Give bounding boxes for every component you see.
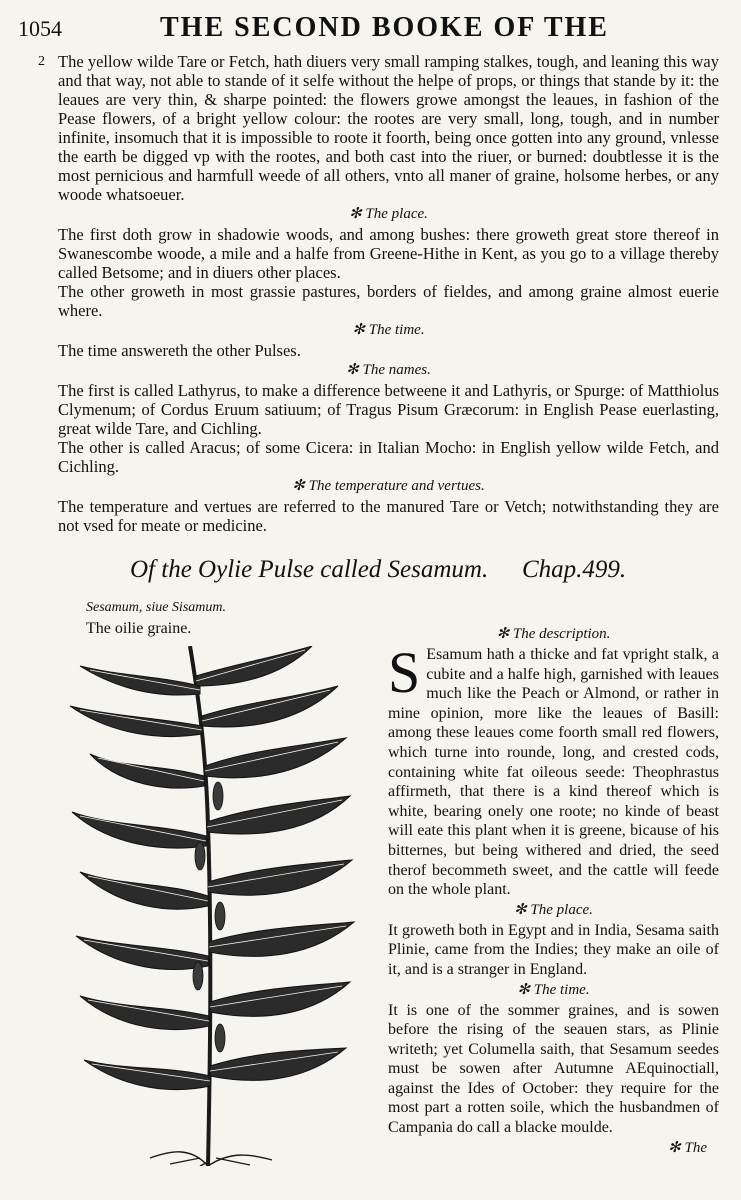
- place-heading: ✻ The place.: [349, 206, 428, 222]
- time-heading-2: ✻ The time.: [517, 981, 590, 998]
- entry-number: 2: [38, 54, 45, 69]
- names-paragraph-2: The other is called Aracus; of some Cicera: in Italian Mocho: in English yellow wilde Fetch, and Cichling.: [58, 438, 719, 476]
- sesamum-plant-woodcut: [50, 646, 370, 1166]
- place-paragraph-3: It groweth both in Egypt and in India, Sesama saith Plinie, came from the Indies; they make an oile of it, and is a stranger in England.: [388, 921, 719, 978]
- page-number: 1054: [18, 16, 62, 41]
- place-paragraph-1: The first doth grow in shadowie woods, and among bushes: there groweth great store thereof in Swanescombe woode, a mile and a halfe from Greene-Hithe in Kent, as you go to a village thereby called Betsome; and in diuers other places.: [58, 225, 719, 282]
- page-header: [0, 10, 741, 50]
- description-paragraph: [388, 640, 719, 900]
- description-column: [388, 624, 719, 1138]
- time-paragraph-2: It is one of the sommer graines, and is sowen before the rising of the seauen stars, as Plinie writeth; yet Columella saith, that Sesamum seedes must be sowen after Autumne AEquinoctiall, against the Ides of October: they require for the most part a rotten soile, which the husbandmen of Campania do call a blacke moulde.: [388, 1001, 719, 1137]
- place-paragraph-2: The other groweth in most grassie pastures, borders of fieldes, and among graine almost euerie where.: [58, 282, 719, 320]
- chapter-number: Chap.499.: [522, 556, 627, 583]
- time-paragraph: The time answereth the other Pulses.: [58, 341, 301, 360]
- upper-text-block: [38, 52, 719, 535]
- temperature-heading: ✻ The temperature and vertues.: [292, 478, 485, 494]
- names-heading: ✻ The names.: [346, 362, 431, 378]
- temperature-paragraph: The temperature and vertues are referred to the manured Tare or Vetch; notwithstanding they are not vsed for meate or medicine.: [58, 497, 719, 535]
- figure-english-caption: The oilie graine.: [86, 620, 192, 637]
- place-heading-2: ✻ The place.: [514, 901, 593, 918]
- time-heading: ✻ The time.: [352, 322, 425, 338]
- description-heading: ✻ The description.: [496, 626, 611, 642]
- entry-2-paragraph: [38, 52, 719, 204]
- running-head: THE SECOND BOOKE OF THE: [160, 12, 609, 43]
- figure-latin-caption: Sesamum, siue Sisamum.: [86, 600, 226, 615]
- drop-capital: S: [388, 640, 421, 705]
- description-text: Esamum hath a thicke and fat vpright stalk, a cubite and a halfe high, garnished with leaues much like the Peach or Almond, or rather in mine opinion, more like the leaues of Basill: among these leaues come foorth small red flowers, which turne into rounde, long, and crested cods, containing white fat oileous seede: Theophrastus affirmeth, that there is a kind thereof which is white, bearing onely one roote; no kinde of beast will eate this plant when it is greene, bicause of his bitternes, but being withered and dried, the seed therof becommeth sweet, and the cattle will feede on the whole plant.: [388, 646, 719, 899]
- chapter-title: Of the Oylie Pulse called Sesamum.: [130, 556, 489, 583]
- entry-2-text: The yellow wilde Tare or Fetch, hath diuers very small ramping stalkes, tough, and leaning this way and that way, not able to stande of it selfe without the helpe of props, or things that stande by it: the leaues are very thin, & sharpe pointed: the flowers growe amongst the leaues, in fashion of the Pease flowers, of a bright yellow colour: the rootes are very small, long, tough, and in number infinite, insomuch that it is impossible to roote it foorth, being once gotten into any ground, vnlesse the earth be digged vp with the rootes, and both cast into the riuer, or burned: doubtlesse it is the most pernicious and harmfull weede of all others, vnto all maner of graine, holsome herbes, or any woode whatsoeuer.: [58, 52, 719, 204]
- catchword: ✻ The: [668, 1140, 707, 1156]
- names-paragraph-1: The first is called Lathyrus, to make a difference betweene it and Lathyris, or Spurge: of Matthiolus Clymenum; of Cordus Eruum satiuum; of Tragus Pisum Græcorum: in English Pease euerlasting, great wilde Tare, and Cichling.: [58, 381, 719, 438]
